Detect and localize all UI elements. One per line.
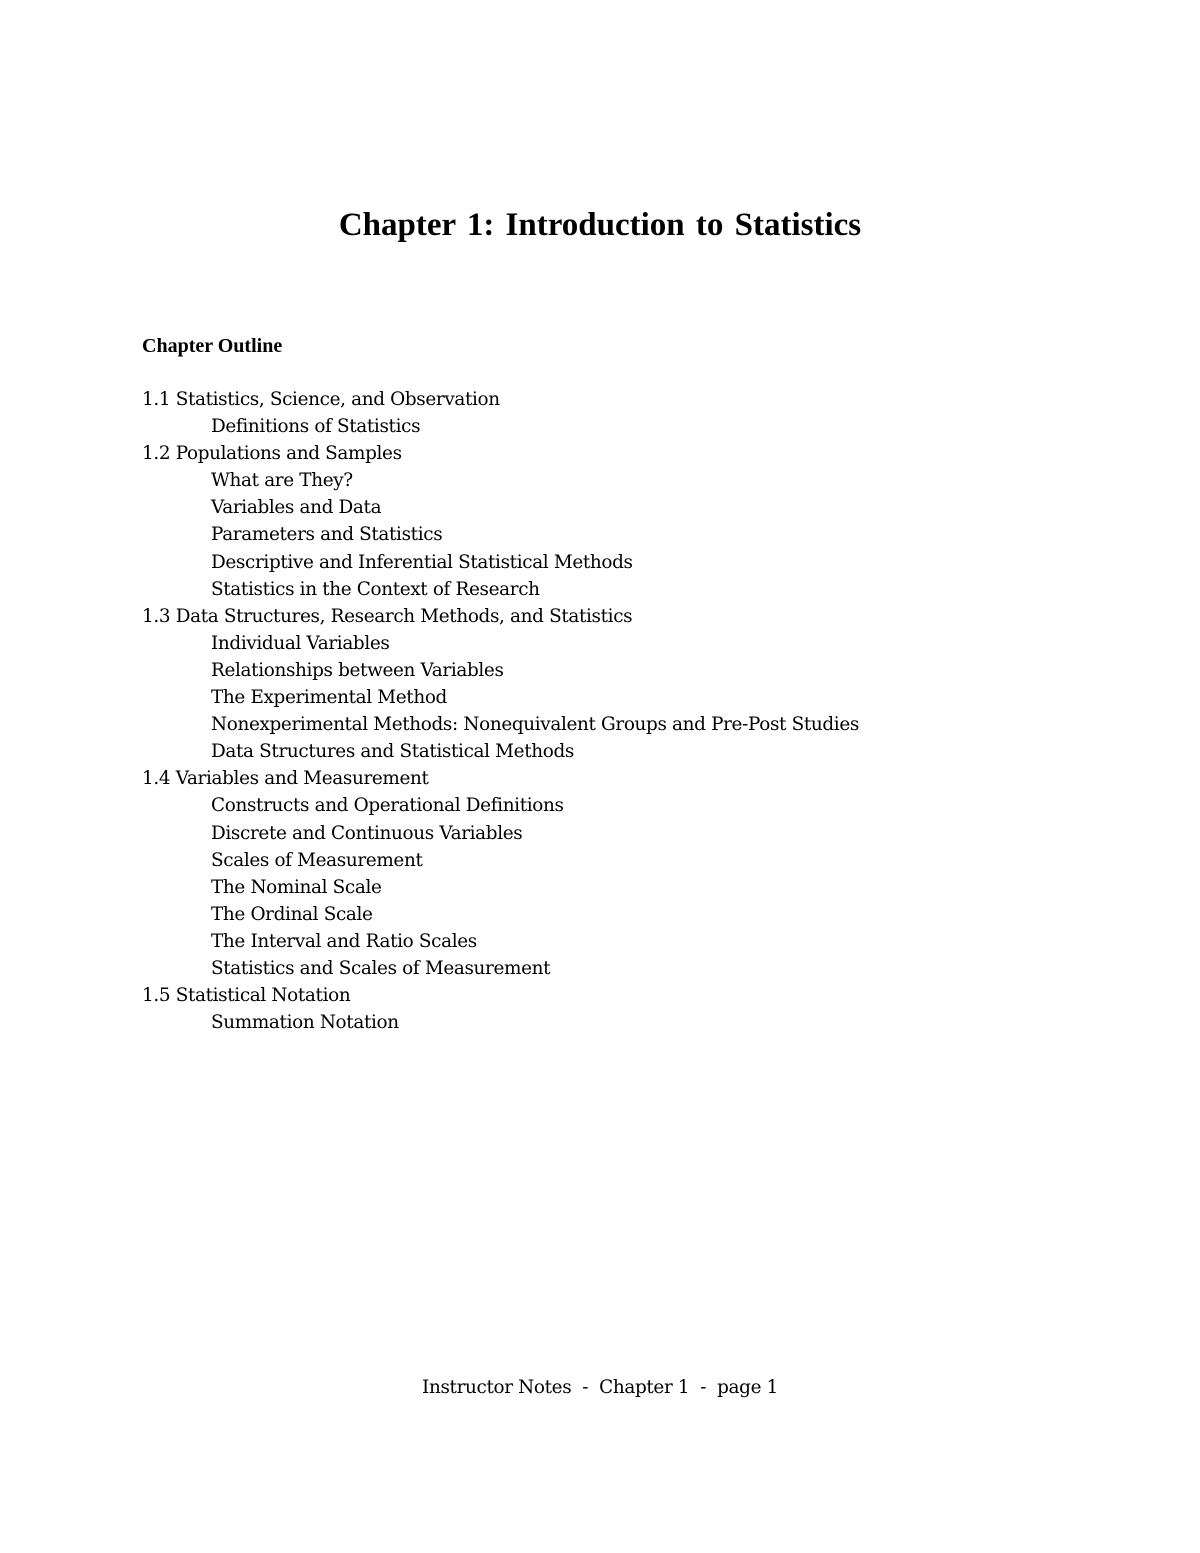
- outline-subsection: Scales of Measurement: [211, 849, 423, 871]
- outline-subsection: Descriptive and Inferential Statistical Methods: [211, 551, 633, 573]
- outline-section: 1.3 Data Structures, Research Methods, and Statistics: [142, 605, 633, 627]
- outline-heading: Chapter Outline: [142, 335, 283, 357]
- outline-subsection: Nonexperimental Methods: Nonequivalent Groups and Pre-Post Studies: [211, 714, 859, 736]
- outline-subsection: Data Structures and Statistical Methods: [211, 741, 574, 763]
- outline-subsection: Relationships between Variables: [211, 659, 504, 681]
- outline-subsection: Statistics and Scales of Measurement: [211, 957, 551, 979]
- chapter-outline: [142, 386, 1042, 1036]
- outline-subsection: The Ordinal Scale: [211, 903, 373, 925]
- outline-subsection: Statistics in the Context of Research: [211, 578, 540, 600]
- outline-subsection: The Interval and Ratio Scales: [211, 930, 477, 952]
- outline-section: 1.1 Statistics, Science, and Observation: [142, 389, 500, 410]
- outline-subsection: Discrete and Continuous Variables: [211, 822, 523, 844]
- outline-subsection: Individual Variables: [211, 632, 390, 654]
- outline-subsection: Summation Notation: [211, 1012, 399, 1034]
- outline-subsection: Definitions of Statistics: [211, 416, 421, 438]
- outline-subsection: Variables and Data: [211, 497, 382, 519]
- outline-subsection: What are They?: [211, 470, 353, 492]
- outline-subsection: The Experimental Method: [211, 687, 447, 709]
- outline-subsection: Constructs and Operational Definitions: [211, 795, 564, 817]
- outline-section: 1.2 Populations and Samples: [142, 443, 402, 465]
- outline-section: 1.5 Statistical Notation: [142, 985, 351, 1007]
- outline-section: 1.4 Variables and Measurement: [142, 768, 429, 790]
- outline-subsection: Parameters and Statistics: [211, 524, 443, 546]
- page-title: Chapter 1: Introduction to Statistics: [338, 207, 862, 244]
- outline-subsection: The Nominal Scale: [211, 876, 382, 898]
- page-footer: Instructor Notes - Chapter 1 - page 1: [422, 1377, 778, 1398]
